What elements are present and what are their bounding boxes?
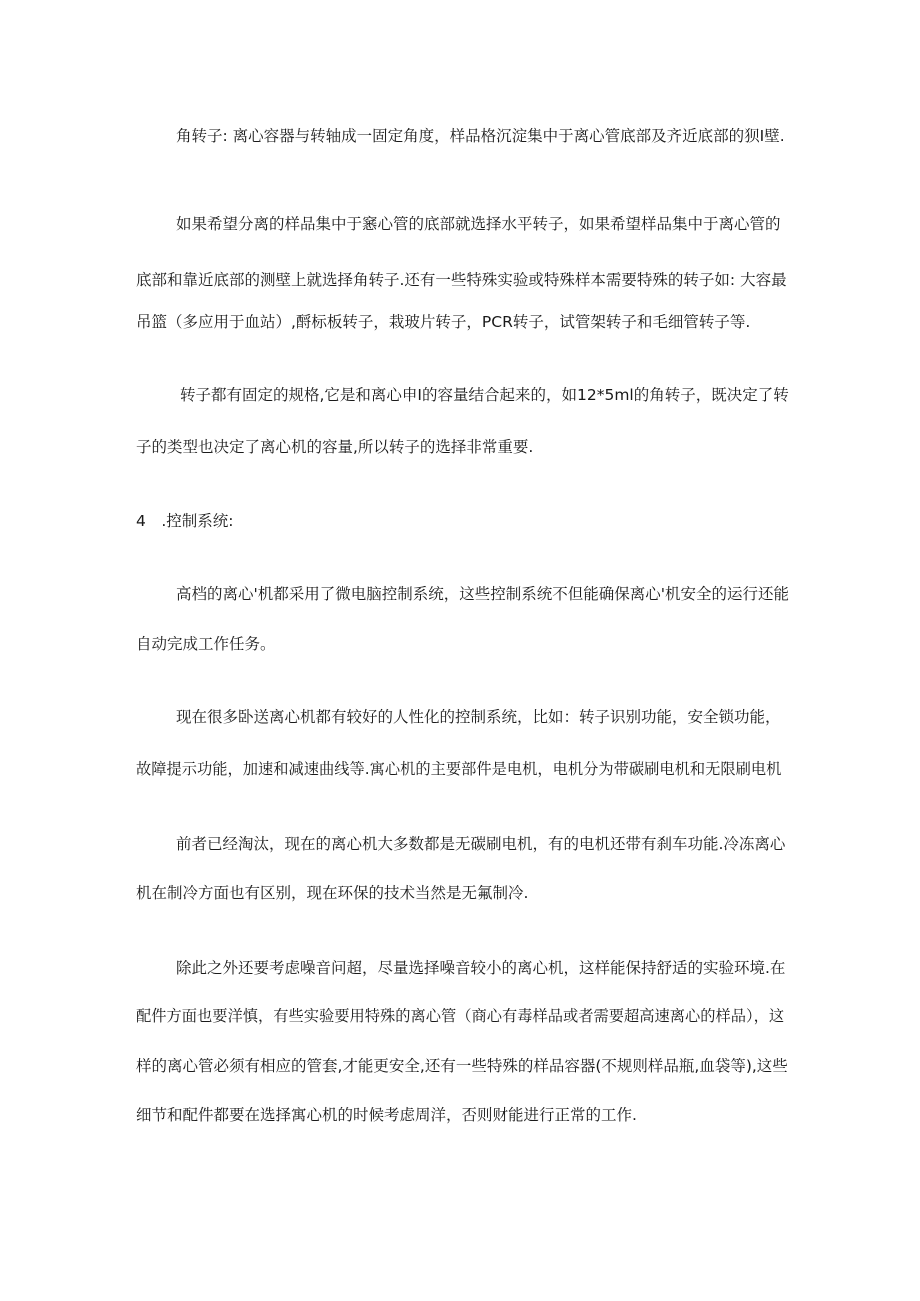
paragraph-7-line-3: 样的离心管必须有相应的管套,才能更安全,还有一些特殊的样品容器(不规则样品瓶,血袋等),这些 [136,1057,788,1075]
paragraph-2-line-1: 如果希望分离的样品集中于窸心管的底部就选择水平转子，如果希望样品集中于离心管的 [176,215,781,233]
paragraph-2-line-2: 底部和靠近底部的测壁上就选择角转子.还有一些特殊实验或特殊样本需要特殊的转子如: 大容最 [136,271,787,289]
paragraph-1-line-1: 角转子: 离心容器与转轴成一固定角度，样品格沉淀集中于离心管底部及齐近底部的狈I壁. [176,127,785,145]
paragraph-7-line-4: 细节和配件都要在选择寓心机的时候考虑周洋，否则财能进行正常的工作. [136,1106,637,1124]
paragraph-4-line-1: 高档的离心'机都采用了微电脑控制系统，这些控制系统不但能确保离心'机安全的运行还能 [176,585,790,603]
paragraph-7-line-2: 配件方面也要洋慎，有些实验要用特殊的离心管（商心有毒样品或者需要超高速离心的样品），这 [136,1007,785,1025]
paragraph-7-line-1: 除此之外还要考虑噪音问超，尽量选择噪音较小的离心机，这样能保持舒适的实验环境.在 [176,959,786,977]
paragraph-2-line-3: 吊篮（多应用于血站）,酹标板转子，栽玻片转子，PCR转子，试管架转子和毛细管转子等. [136,313,751,331]
paragraph-5-line-2: 故障提示功能，加速和减速曲线等.寓心机的主要部件是电机，电机分为带碳刷电机和无限刷电机 [136,760,782,778]
section-heading-control-system: 4 .控制系统: [136,512,234,530]
paragraph-4-line-2: 自动完成工作任务。 [136,635,276,653]
paragraph-3-line-1: 转子都有固定的规格,它是和离心申I的容量结合起来的，如12*5ml的角转子，既决定了转 [180,386,789,404]
paragraph-6-line-1: 前者已经淘汰，现在的离心机大多数都是无碳刷电机，有的电机还带有刹车功能.冷冻离心 [176,835,786,853]
paragraph-5-line-1: 现在很多卧送离心机都有较好的人性化的控制系统，比如：转子识别功能，安全锁功能， [176,708,781,726]
paragraph-6-line-2: 机在制冷方面也有区别，现在环保的技术当然是无氟制冷. [136,884,529,902]
paragraph-3-line-2: 子的类型也决定了离心机的容量,所以转子的选择非常重要. [136,438,534,456]
